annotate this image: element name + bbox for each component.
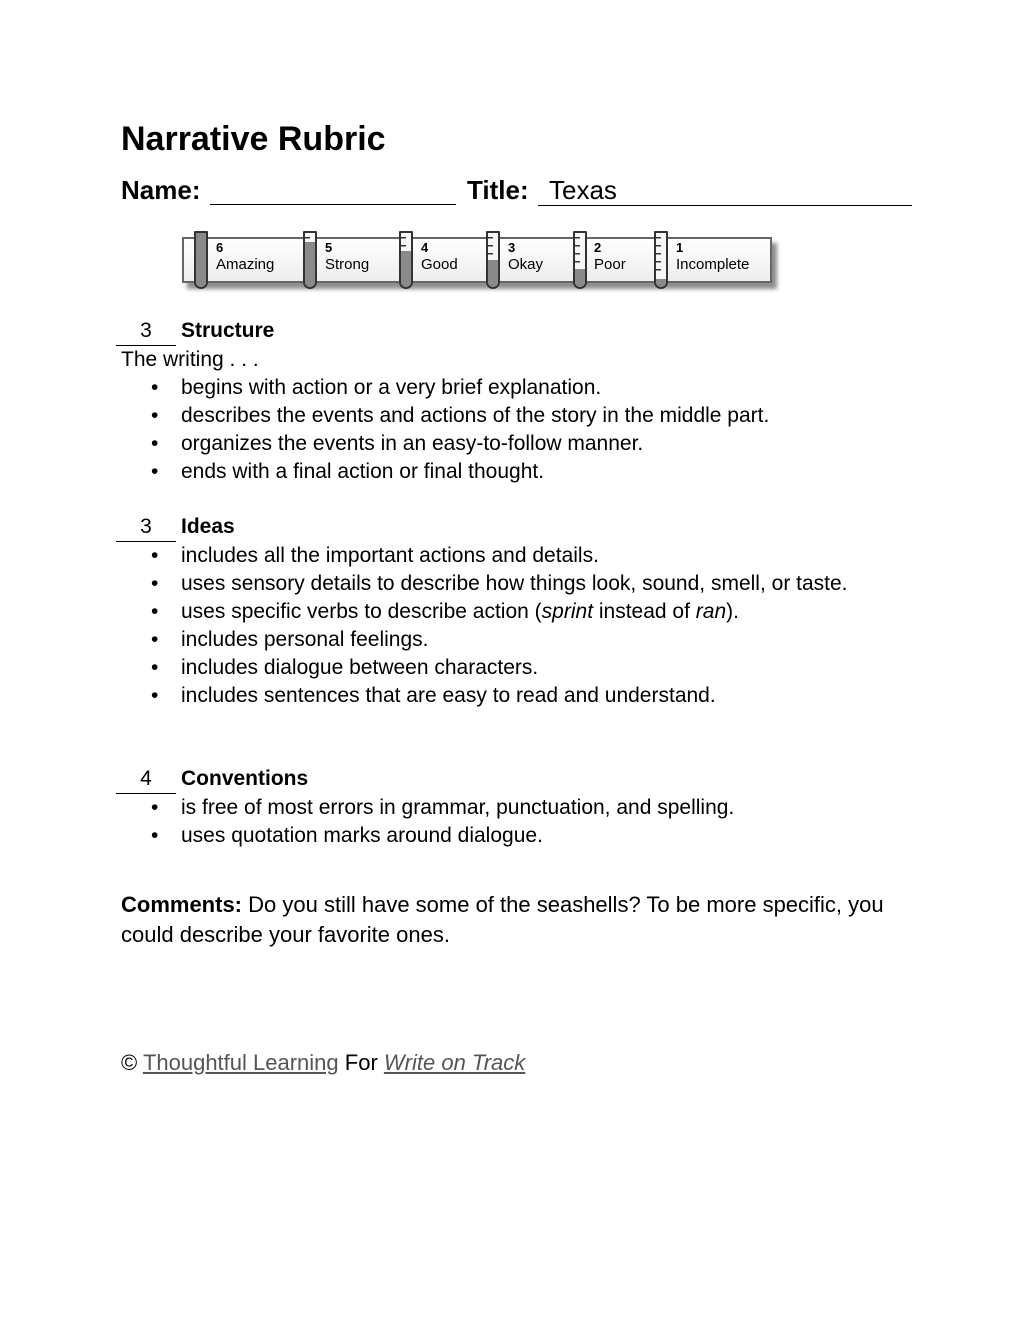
- rating-scale: [180, 228, 780, 294]
- scale-tube-5-icon: [303, 231, 317, 289]
- bullet-icon: •: [151, 684, 159, 707]
- title-field-underline: [538, 205, 912, 206]
- name-field[interactable]: [210, 204, 456, 205]
- scale-number: 4: [421, 240, 429, 255]
- scale-label: Incomplete: [676, 256, 750, 273]
- comments: [121, 890, 911, 950]
- list-item: • includes sentences that are easy to read and understand.: [181, 682, 891, 710]
- scale-number: 1: [676, 240, 684, 255]
- list-item: • begins with action or a very brief explanation.: [181, 374, 891, 402]
- scale-number: 3: [508, 240, 516, 255]
- scale-tube-6-icon: [194, 231, 208, 289]
- title-value: Texas: [549, 175, 617, 205]
- bullet-icon: •: [151, 432, 159, 455]
- criterion-list: [151, 374, 891, 486]
- bullet-icon: •: [151, 572, 159, 595]
- footer-for-text: For: [344, 1050, 378, 1075]
- bullet-icon: •: [151, 796, 159, 819]
- score-field[interactable]: [116, 317, 176, 346]
- scale-label: Strong: [325, 256, 370, 273]
- publisher-link[interactable]: Thoughtful Learning: [142, 1050, 339, 1075]
- comments-label: Comments:: [121, 892, 243, 917]
- score-value: 3: [140, 515, 152, 538]
- comments-text: Do you still have some of the seashells? To be more specific, you could describe your favorite ones.: [121, 892, 884, 947]
- criterion-heading: Ideas: [181, 515, 235, 538]
- list-item: • includes personal feelings.: [181, 626, 891, 654]
- scale-tube-fill: [656, 279, 666, 287]
- bullet-icon: •: [151, 376, 159, 399]
- criterion-lead: The writing . . .: [121, 348, 259, 371]
- scale-tube-fill: [401, 251, 411, 287]
- score-value: 3: [140, 319, 152, 342]
- list-item: • ends with a final action or final thought.: [181, 458, 891, 486]
- scale-tube-3-icon: [486, 231, 500, 289]
- name-label: Name:: [121, 175, 201, 205]
- bullet-icon: •: [151, 460, 159, 483]
- list-item: • is free of most errors in grammar, punctuation, and spelling.: [181, 794, 891, 822]
- list-item: • includes all the important actions and details.: [181, 542, 891, 570]
- scale-label: Poor: [594, 256, 626, 273]
- list-item: • uses quotation marks around dialogue.: [181, 822, 891, 850]
- bullet-icon: •: [151, 404, 159, 427]
- scale-tube-fill: [305, 242, 315, 287]
- criterion-list: [151, 542, 891, 710]
- scale-label: Amazing: [216, 256, 275, 273]
- book-link[interactable]: Write on Track: [383, 1050, 526, 1075]
- scale-tube-fill: [488, 260, 498, 287]
- bullet-icon: •: [151, 544, 159, 567]
- list-item: • includes dialogue between characters.: [181, 654, 891, 682]
- criterion-heading: Conventions: [181, 767, 309, 790]
- page-title: Narrative Rubric: [121, 120, 386, 158]
- copyright-symbol: ©: [121, 1050, 138, 1075]
- scale-label: Okay: [508, 256, 544, 273]
- scale-label: Good: [421, 256, 458, 273]
- list-item: • uses sensory details to describe how things look, sound, smell, or taste.: [181, 570, 891, 598]
- bullet-icon: •: [151, 656, 159, 679]
- scale-number: 5: [325, 240, 333, 255]
- bullet-icon: •: [151, 628, 159, 651]
- scale-tube-4-icon: [399, 231, 413, 289]
- footer: [121, 1048, 525, 1078]
- scale-tube-2-icon: [573, 231, 587, 289]
- criterion-heading: Structure: [181, 319, 275, 342]
- scale-number: 6: [216, 240, 224, 255]
- criterion-list: [151, 794, 891, 850]
- score-value: 4: [140, 767, 152, 790]
- scale-tube-fill: [196, 233, 206, 287]
- scale-number: 2: [594, 240, 602, 255]
- list-item: • uses specific verbs to describe action (sprint instead of ran).: [181, 598, 891, 626]
- bullet-icon: •: [151, 824, 159, 847]
- bullet-icon: •: [151, 600, 159, 623]
- scale-tube-1-icon: [654, 231, 668, 289]
- score-field[interactable]: [116, 765, 176, 794]
- list-item: • describes the events and actions of the story in the middle part.: [181, 402, 891, 430]
- scale-tube-fill: [575, 269, 585, 287]
- score-field[interactable]: [116, 513, 176, 542]
- title-label: Title:: [467, 175, 529, 205]
- list-item: • organizes the events in an easy-to-follow manner.: [181, 430, 891, 458]
